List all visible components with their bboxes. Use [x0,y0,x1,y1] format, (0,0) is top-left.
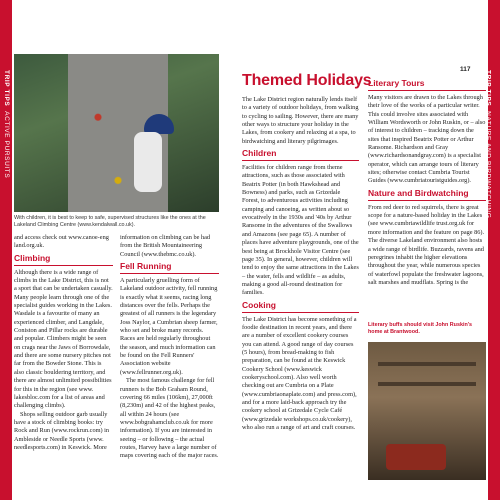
bookshelf [378,362,476,366]
heading-rule [368,90,486,91]
children-paragraph: Facilities for children range from theme attractions, such as those associated with Beatrix Potter (in both Hawkshead and Bowness) and parks, such as Grizedale Forest, to adventurous activities including camping and canoeing, as written about so evocatively in the 1930s and '40s by Arthur Ransome in the adventures of the Swallows and Amazons (see page 65). A number of places have adventure playgrounds, one of the best being at Brockhole Visitor Centre (see page 35). In general, however, children will tend to enjoy the same attractions in the Lakes – the water, fells and wildlife – as adults, making a good all-round destination for families. [242,164,359,297]
armchair [386,444,446,470]
column-2 [120,234,219,461]
column-4 [368,78,486,287]
column-2-intro: information on climbing can be had from the British Mountaineering Council (www.thebmc.co.uk). [120,234,211,258]
heading-rule [242,312,359,313]
section-tab-left-section: TRIP TIPS [3,70,10,107]
cooking-paragraph: The Lake District has become something of a foodie destination in recent years, and there are a number of excellent cookery courses you can attend. A good range of day courses (5 hours), from bread-making to fish preparation, can be found at the Keswick Cookery School (www.keswick cookeryschool.com). Also well worth checking out are Cumbria on a Plate (www.cumbriaonaplate.com) and press.com), and for a more laid-back approach try the cookery school at Grizedale Cycle Café (www.grizedale workshops.co.uk/cookery), who also run a range of art and craft courses. [242,315,357,432]
fell-paragraph-2: The most famous challenge for fell runners is the Bob Graham Round, covering 66 miles (106km), 27,000ft (8,230m) and 42 of the highest peaks, all within 24 hours (see www.bobgrahamclub.co.uk for more information). If you are interested in seeing – or following – the actual routes, Harvey have a large number of maps covering each of the major races. [120,377,219,460]
heading-rule [368,200,486,201]
bookshelf [378,382,476,386]
brantwood-photo-caption: Literary buffs should visit John Ruskin's home at Brantwood. [368,322,473,335]
themed-intro: The Lake District region naturally lends itself to a variety of outdoor holidays, from walking to cycling to sailing. However, there are many other ways to structure your holiday in the Lakes, from cookery and relaxing at a spa, to birdwatching and literary pilgrimages. [242,96,359,145]
climbing-paragraph-2: Shops selling outdoor garb usually have a stock of climbing books: try Rock and Run (www.rockrun.com) in Ambleside or Needle Sports (www. needlesports.com) in Keswick. More [14,410,110,451]
heading-rule [120,273,219,274]
heading-cooking: Cooking [242,299,276,310]
heading-fell-running: Fell Running [120,261,172,272]
child-climber [134,132,162,192]
heading-climbing: Climbing [14,252,51,263]
page-title: Themed Holidays [242,72,372,89]
heading-rule [242,160,359,161]
page-number: 117 [460,66,471,73]
heading-children: Children [242,148,277,159]
climbing-paragraph: Although there is a wide range of climbs in the Lake District, this is not a sport that can be undertaken casually. Many people learn through one of the specialist guides working in the Lakes. Wasdale is a favourite of many an experienced climber, and Langdale, Coniston and Pillar rocks are durable and popular. Climbers might be seen on crags near the Jaws of Borrowdale, and there are some nursery pitches not far from the Bowder Stone. This is also classic bouldering territory, and there are almost unlimited possibilities for this in the region (see www. lakesbloc.com for a list of areas and challenging climbs). [14,268,113,410]
literary-paragraph: Many visitors are drawn to the Lakes through their love of the works of a particular writer. This could involve sites associated with William Wordsworth or John Ruskin, or – also of interest to children – tracking down the sites that inspired Beatrix Potter or Arthur Ransome. Richardson and Gray (www.richardsonandgray.com) is a specialist operator, which can arrange tours of literary sites; otherwise contact Cumbria Tourist Guides (www.cumbriatouristguides.org). [368,94,486,185]
climbing-photo-caption: With children, it is best to keep to safe, supervised structures like the ones at the Lakeland Climbing Centre (www.kendalwall.co.uk). [14,215,206,228]
heading-literary-tours: Literary Tours [368,78,425,88]
column-3 [242,96,359,432]
heading-rule [14,265,113,266]
section-tab-right-topic: NATURE AND BIRDWATCHING [484,111,491,219]
fell-paragraph: A particularly gruelling form of Lakeland outdoor activity, fell running is exactly what it seems, racing long distances over the fells. Perhaps the greatest of all runners is the legendary Joss Naylor, a Cumbrian sheep farmer, who set and broke many records. Races are held regularly throughout the season, and much information can be found on the Fell Runners' Association website (www.fellrunner.org.uk). [120,277,218,376]
child-helmet [144,114,174,134]
column-1-intro: and access check out www.canoe-eng land.org.uk. [14,234,109,250]
section-tab-left-topic: ACTIVE PURSUITS [3,111,10,179]
section-tab-right-section: TRIP TIPS [484,70,491,107]
brantwood-photo [368,342,486,480]
climbing-photo [14,54,219,212]
section-tab-left-label [3,70,10,178]
column-1 [14,234,113,452]
heading-nature: Nature and Birdwatching [368,187,469,198]
nature-paragraph: From red deer to red squirrels, there is great scope for a nature-based holiday in the Lakes (see www.cumbriawildlife trust.org.uk for more information and the feature on page 86). The diverse Lakeland environment also hosts a wide range of birdlife. Buzzards, ravens and peregrines inhabit the higher elevations throughout the year, while numerous species of waterfowl populate the freshwater lagoons, salt marshes and mudflats. Spring is the [368,203,485,286]
